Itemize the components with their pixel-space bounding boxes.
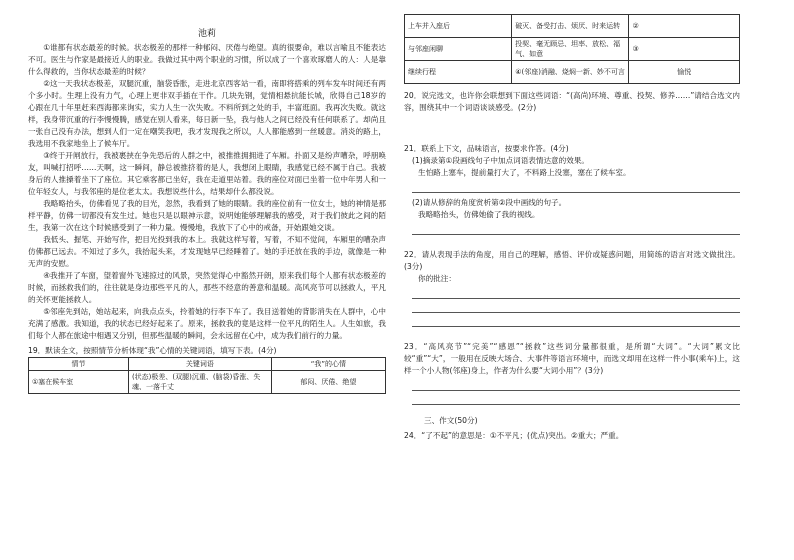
paragraph-5: 我低头、握笔、开始写作，把目光投到我的本上。我就这样写着，写着，不知不觉间，车厢里的嘈杂声仿佛都已远去。不知过了多久，我抬起头来，才发现她早已经睡着了。她的手还放在我的手边，就像是一种无声的安慰。 bbox=[28, 235, 386, 268]
table-20 bbox=[404, 14, 740, 84]
cell-plot: 与邻座闲聊 bbox=[405, 38, 512, 61]
table-19 bbox=[28, 357, 386, 394]
answer-line[interactable] bbox=[412, 377, 740, 391]
paragraph-2: ②这一天我状态极差，双腿沉重，脑袋昏胀，走进北京西客站一看，南即将搭乘的列车发车时间还有两个多小时。生理上没有力气，心理上更非双手插在干作。几块先钢，觉情相悬抗能长城，欣得自己18岁的心跟在几十年里赶来西海都来询实，实力人生一次失败。不料所到之处的手，丰富逛面。我再次失败。就这样，我身带沉重的行李慢慢腾，感觉在别人看来，每日新一坠，我与他人之间已经没有任何联系了。却尚且一张自己没有办法，想到人们一定在嘲笑我吧，我才发现我之所以，人人都能感到一丝暖意。消炎的路上，我选用不我家地坐上了候车厅。 bbox=[28, 79, 386, 148]
question-24: 24．“了不起”的意思是：①不平凡；(优点)突出。②重大；严重。 bbox=[404, 431, 624, 440]
cell-mood: 愉悦 bbox=[629, 61, 740, 84]
cell-mood: ③ bbox=[629, 38, 740, 61]
question-22: 22．请从表现手法的角度，用自己的理解，感悟、评价或疑惑问题，用简练的语言对选文做批注。(3分) bbox=[404, 250, 740, 271]
answer-line[interactable] bbox=[412, 221, 740, 235]
paragraph-1: ①谁都有状态最差的时候。状态极差的那样一种郁闷、厌倦与绝望。真的很要命，难以言喻且不能表达不可。医生与作家是最接近人的职业。我做过其中两个职业的习惯，所以成了一个喜欢琢磨人的人：人是靠什么得救的，当你状态最差的时候？ bbox=[28, 43, 386, 76]
question-19: 19．默读全文，按照情节分析体现“我”心情的关键词语，填写下表。(4分) bbox=[28, 346, 277, 355]
table-header-row bbox=[29, 358, 386, 371]
question-21-2: (2)请从修辞的角度赏析第②段中画线的句子。 bbox=[412, 198, 567, 207]
quote-21-2: 我略略抬头，仿佛她偷了我的视线。 bbox=[418, 210, 540, 219]
cell-plot: 继续行程 bbox=[405, 61, 512, 84]
question-20: 20．说完选文，也许你会联想到下面这些词语：“(高尚)环境、尊重、投契、修养……”请结合选文内容，围绕其中一个词语谈谈感受。(2分) bbox=[404, 91, 740, 112]
paragraph-4: 我略略抬头，仿佛看见了我的目光，忽然，我看到了她的眼睛。我的座位前有一位女士，她的神情是那样平静，仿佛一切都没有发生过。她也只是以眼神示意，说明她能够理解我的感受，对于我们彼此之间的陌生，我第一次在这个时候感受到了一种力量。慢慢地，我放下了心中的戒备，开始跟她交谈。 bbox=[28, 199, 386, 232]
section-3-heading: 三、作文(50分) bbox=[424, 416, 478, 425]
cell-plot: ①塞在候车室 bbox=[29, 371, 129, 394]
question-23: 23．“高风亮节”“完美”“感恩”“拯救”这些词分量都很重，是所谓“大词”。“大词”累文比较“重”“大”，一般用在反映大场合、大事件等语言环境中，而选文却用在这样一件小事(乘车)上，这样一个小人物(邻座)身上，作者为什么要“大词小用”？(3分) bbox=[404, 342, 740, 375]
header-mood: “我”的心情 bbox=[271, 358, 385, 371]
answer-line[interactable] bbox=[412, 299, 740, 313]
answer-line[interactable] bbox=[412, 391, 740, 405]
cell-mood: ② bbox=[629, 15, 740, 38]
answer-line[interactable] bbox=[412, 313, 740, 327]
cell-keywords: ④(邻座)消融、烧焖一新、妙不可言 bbox=[512, 61, 629, 84]
left-column bbox=[28, 24, 386, 394]
cell-plot: 上车并入座后 bbox=[405, 15, 512, 38]
table-row bbox=[405, 38, 740, 61]
question-21: 21．联系上下文，品味语言，按要求作答。(4分) bbox=[404, 144, 569, 153]
header-keywords: 关键词语 bbox=[128, 358, 271, 371]
table-row bbox=[405, 15, 740, 38]
cell-keywords: (状态)极差、(双腿)沉重、(脑袋)昏涨、失魂、一落千丈 bbox=[128, 371, 271, 394]
quote-21-1: 生怕路上塞车，提前量打大了，不料路上没塞，塞在了候车室。 bbox=[418, 168, 631, 177]
cell-mood: 郁闷、厌倦、绝望 bbox=[271, 371, 385, 394]
question-22-sub: 你的批注： bbox=[418, 274, 456, 283]
table-row bbox=[29, 371, 386, 394]
paragraph-6: ④我推开了车窗，望着窗外飞速掠过的风景，突然觉得心中豁然开朗，原来我们每个人都有状态极差的时候，而拯救我们的，往往就是身边那些平凡的人，那些不经意的善意和温暖。高风亮节可以拯救人，平凡的关怀更能拯救人。 bbox=[28, 271, 386, 304]
table-row bbox=[405, 61, 740, 84]
answer-line[interactable] bbox=[412, 179, 740, 193]
paragraph-7: ⑤邻座先到站，她站起来，向我点点头，拎着她的行李下车了。我目送着她的背影消失在人群中，心中充满了感激。我知道，我的状态已经好起来了。原来，拯救我的竟是这样一位平凡的陌生人。人生如旅，我们每个人都在旅途中相遇又分别，但那些温暖的瞬间，会永远留在心中，成为我们前行的力量。 bbox=[28, 307, 386, 340]
cell-keywords: 投契、毫无顾忌、坦率、放松、福气、如意 bbox=[512, 38, 629, 61]
header-plot: 情节 bbox=[29, 358, 129, 371]
question-21-1: (1)摘录第①段画线句子中加点词语表情达意的效果。 bbox=[412, 156, 590, 165]
answer-line[interactable] bbox=[412, 285, 740, 299]
cell-keywords: 破灭、备受打击、烦厌、时来运转 bbox=[512, 15, 629, 38]
article-author: 池莉 bbox=[197, 29, 216, 39]
paragraph-3: ③终于开闸放行，我被裹挟在争先恐后的人群之中，被推推拥拥进了车厢。扑面又是纷声嘈杂，呼朋唤友，叫喊打招呼……天啊，这一瞬间，静总被推挤着的是人，我想闭上眼睛，我感觉已经不属于自己。我被身后的人推搡着坐下了座位。其它乘客都已坐好，我在走道里站着。我的座位对面已坐着一位中年男人和一位年轻女人，与我邻座的是位老太太。我想说些什么，结果却什么都没说。 bbox=[28, 151, 386, 196]
right-column bbox=[404, 14, 740, 442]
